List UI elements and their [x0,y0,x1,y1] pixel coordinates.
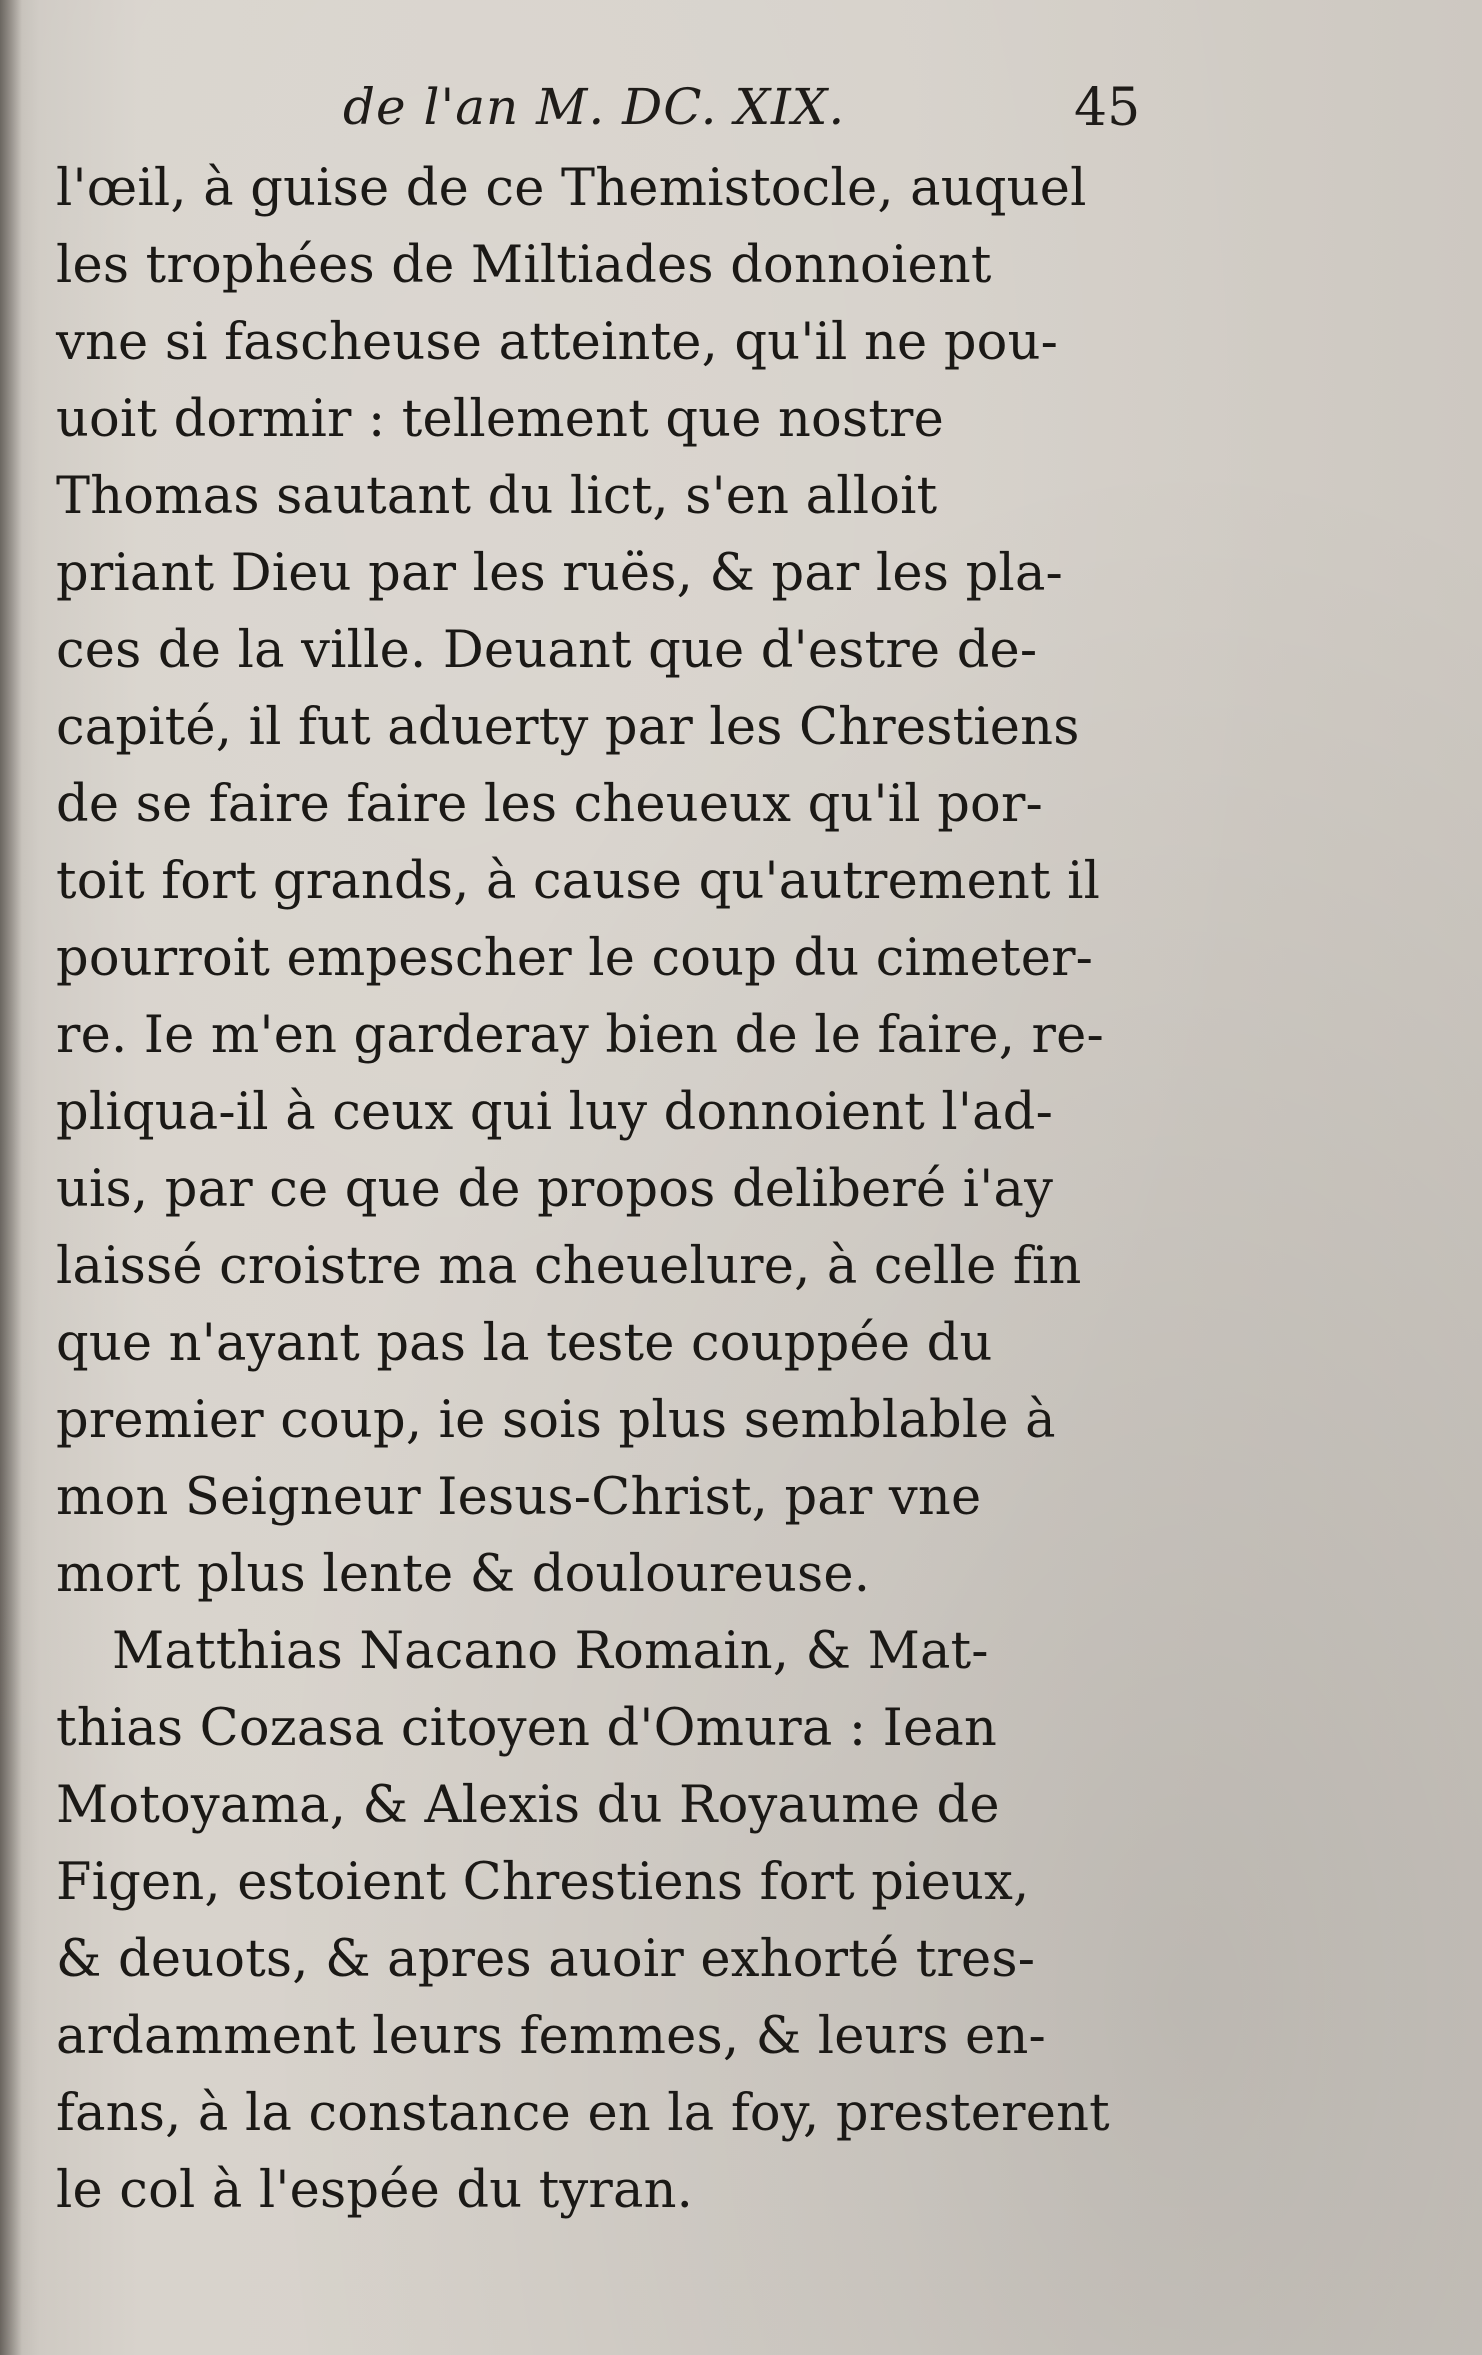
text-line: fans, à la constance en la foy, presterent [56,2084,1110,2143]
text-line: Figen, estoient Chrestiens fort pieux, [56,1853,1030,1912]
text-line: capité, il fut aduerty par les Chrestiens [56,698,1080,757]
text-line: Motoyama, & Alexis du Royaume de [56,1776,1000,1835]
body-text [56,150,1156,2229]
page-number: 45 [1074,78,1141,138]
text-line: mon Seigneur Iesus-Christ, par vne [56,1468,982,1527]
text-line: l'œil, à guise de ce Themistocle, auquel [56,159,1087,218]
text-line: uis, par ce que de propos deliberé i'ay [56,1160,1054,1219]
text-line: vne si fascheuse atteinte, qu'il ne pou- [56,313,1059,372]
text-line: thias Cozasa citoyen d'Omura : Iean [56,1699,998,1758]
text-line: uoit dormir : tellement que nostre [56,390,944,449]
text-line: de se faire faire les cheueux qu'il por- [56,775,1043,834]
text-line: priant Dieu par les ruës, & par les pla- [56,544,1063,603]
text-line: & deuots, & apres auoir exhorté tres- [56,1930,1036,1989]
text-line: toit fort grands, à cause qu'autrement il [56,852,1101,911]
text-line: ces de la ville. Deuant que d'estre de- [56,621,1038,680]
text-line: pliqua-il à ceux qui luy donnoient l'ad- [56,1083,1054,1142]
text-line: premier coup, ie sois plus semblable à [56,1391,1056,1450]
text-line: que n'ayant pas la teste couppée du [56,1314,993,1373]
text-line: re. Ie m'en garderay bien de le faire, re- [56,1006,1104,1065]
text-line: pourroit empescher le coup du cimeter- [56,929,1094,988]
running-head-title: de l'an M. DC. XIX. [343,78,846,136]
running-head [56,78,1156,148]
text-line: les trophées de Miltiades donnoient [56,236,992,295]
text-line: Matthias Nacano Romain, & Mat- [112,1622,989,1681]
binding-gutter-shadow [0,0,22,2355]
text-line: mort plus lente & douloureuse. [56,1545,871,1604]
text-line: laissé croistre ma cheuelure, à celle fin [56,1237,1082,1296]
text-line: ardamment leurs femmes, & leurs en- [56,2007,1046,2066]
text-line: Thomas sautant du lict, s'en alloit [56,467,938,526]
text-line: le col à l'espée du tyran. [56,2161,694,2220]
